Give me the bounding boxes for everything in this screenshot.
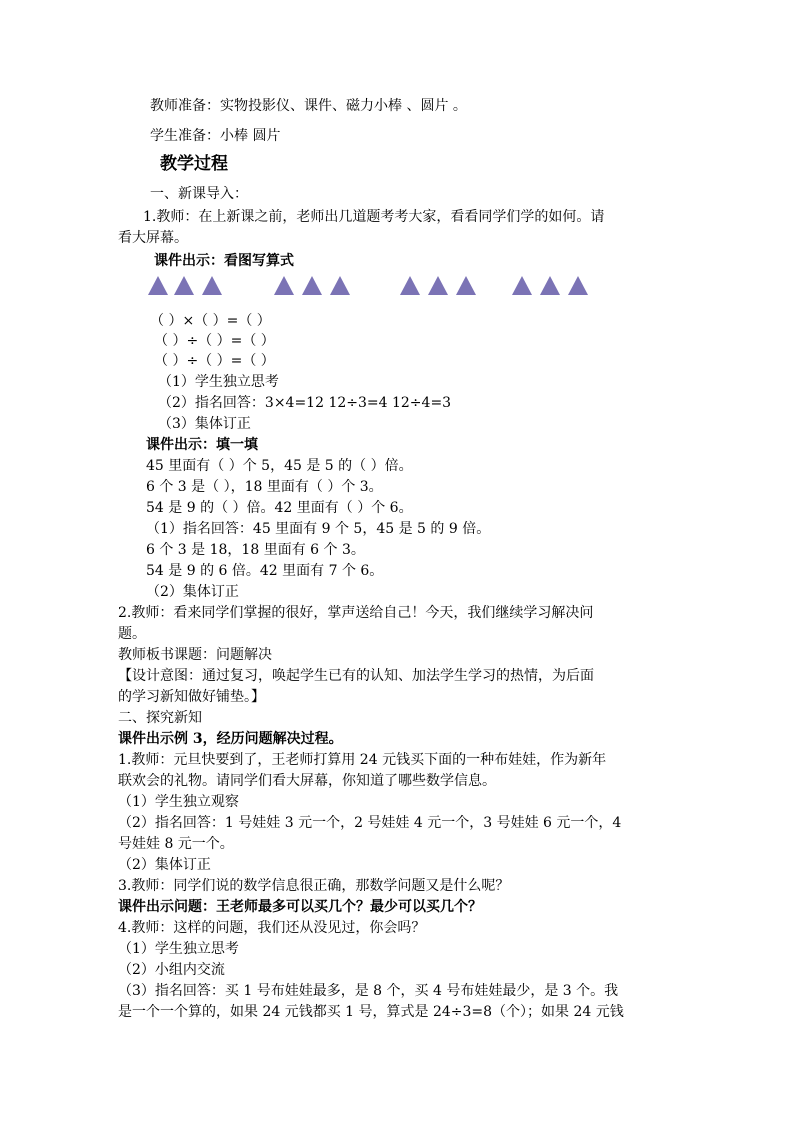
design-intent-b: 的学习新知做好铺垫。】 [118,689,265,705]
triangle-shape [568,276,588,295]
triangle-figure [148,276,598,300]
question-think: （1）学生独立思考 [118,941,239,957]
triangle-shape [512,276,532,295]
triangle-shape [302,276,322,295]
design-intent-a: 【设计意图：通过复习，唤起学生已有的认知、加法学生学习的热情，为后面 [118,668,594,684]
triangle-shape [174,276,194,295]
observe-correct: （2）集体订正 [118,857,211,873]
triangle-shape [540,276,560,295]
courseware-show-4: 课件出示问题：王老师最多可以买几个？最少可以买几个？ [118,899,482,915]
courseware-show-1: 课件出示：看图写算式 [154,253,294,269]
answer-line-3: 54 是 9 的 6 倍。42 里面有 7 个 6。 [146,563,384,579]
triangle-shape [330,276,350,295]
observe-answer-b: 号娃娃 8 元一个。 [118,836,234,852]
fill-line-1: 45 里面有（ ）个 5，45 是 5 的（ ）倍。 [146,458,413,474]
part1-paragraph-2a: 2.教师：看来同学们掌握的很好，掌声送给自己！今天，我们继续学习解决问 [118,605,594,621]
part2-paragraph-1b: 联欢会的礼物。请同学们看大屏幕，你知道了哪些数学信息。 [118,773,496,789]
teacher-prep: 教师准备：实物投影仪、课件、磁力小棒 、圆片 。 [150,98,467,114]
part2-paragraph-3: 3.教师：同学们说的数学信息很正确，那数学问题又是什么呢？ [118,878,510,894]
step-correct: （3）集体订正 [158,416,251,432]
question-group: （2）小组内交流 [118,962,225,978]
answer-line-2: 6 个 3 是 18，18 里面有 6 个 3。 [146,542,365,558]
courseware-show-3: 课件出示例 3，经历问题解决过程。 [118,731,343,747]
triangle-shape [274,276,294,295]
part1-paragraph-2b: 题。 [118,626,146,642]
equation-blank-2: （ ）÷（ ）=（ ） [154,333,275,349]
student-prep: 学生准备：小棒 圆片 [150,128,281,144]
fill-line-2: 6 个 3 是（ ），18 里面有（ ）个 3。 [146,479,383,495]
section-title: 教学过程 [160,154,228,174]
answer-line-1: （1）指名回答：45 里面有 9 个 5，45 是 5 的 9 倍。 [146,521,491,537]
observe-step: （1）学生独立观察 [118,794,239,810]
part1-heading: 一、新课导入： [150,186,248,202]
question-answer-b: 是一个一个算的，如果 24 元钱都买 1 号，算式是 24÷3=8（个）；如果 24 元钱 [118,1004,624,1020]
observe-answer-a: （2）指名回答：1 号娃娃 3 元一个，2 号娃娃 4 元一个，3 号娃娃 6 元一个，4 [118,815,622,831]
equation-blank-1: （ ）×（ ）=（ ） [150,313,271,329]
triangle-shape [202,276,222,295]
part2-paragraph-4: 4.教师：这样的问题，我们还从没见过，你会吗？ [118,920,426,936]
fill-line-3: 54 是 9 的（ ）倍。42 里面有（ ）个 6。 [146,500,413,516]
part2-heading: 二、探究新知 [118,710,202,726]
step-answer: （2）指名回答：3×4=12 12÷3=4 12÷4=3 [158,395,452,411]
board-title: 教师板书课题：问题解决 [118,647,272,663]
question-answer-a: （3）指名回答：买 1 号布娃娃最多，是 8 个，买 4 号布娃娃最少，是 3 个。我 [118,983,619,999]
part2-paragraph-1a: 1.教师：元旦快要到了，王老师打算用 24 元钱买下面的一种布娃娃，作为新年 [118,752,607,768]
triangle-shape [456,276,476,295]
step-think: （1）学生独立思考 [158,374,279,390]
triangle-shape [148,276,168,295]
triangle-shape [428,276,448,295]
equation-blank-3: （ ）÷（ ）=（ ） [154,353,275,369]
courseware-show-2: 课件出示：填一填 [146,437,258,453]
answer-correct: （2）集体订正 [146,584,239,600]
triangle-shape [400,276,420,295]
part1-paragraph-1a: 1.教师：在上新课之前，老师出几道题考考大家，看看同学们学的如何。请 [143,209,605,225]
part1-paragraph-1b: 看大屏幕。 [118,230,188,246]
